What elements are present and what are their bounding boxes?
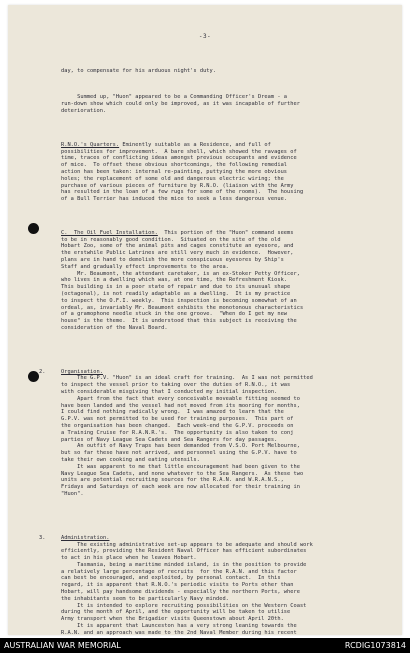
page-number: -3- <box>198 33 212 40</box>
organisation-text: The G.P.V. "Huon" is an ideal craft for training. As I was not permitted to inspect the vessel prior to taking over the duties of R.N.O., it was with considerable misgiving that I conducted my initial inspection. Apart from the fact that every conceivable moveable fitting seemed to have been landed and the vessel had not moved from its mooring for months, I could find nothing radically wrong. I was amazed to learn that the G.P.V. was not permitted to be used for training purposes. This part of the organisation has been changed. Each week-end the G.P.V. proceeds on a Training Cruise for R.A.N.R.'s. The opportunity is also taken to conj parties of Navy League Sea Cadets and Sea Rangers for day passages. An outfit of Navy Traps has been demanded from V.S.O. Port Melbourne, but so far these have not arrived, and personnel using the G.P.V. have to take their own cooking and eating utensils. It was apparent to me that little encouragement had been given to the Navy League Sea Cadets, and none whatever to the Sea Rangers. As these two units are potential recruiting sources for the R.A.N. and W.R.A.N.S., Fridays and Saturdays of each week are now allocated for their training in "Huon". <box>61 375 313 498</box>
paragraph: day, to compensate for his arduous night's duty. <box>61 67 216 74</box>
section-number: 2. <box>39 368 46 375</box>
administration-section <box>39 534 386 635</box>
paragraph: Summed up, "Huon" appeared to be a Commanding Officer's Dream - a run-down show which could only be improved, as it was incapable of further deterioration. <box>61 94 300 115</box>
section-number: 3. <box>39 534 46 541</box>
archive-footer <box>0 638 410 653</box>
organisation-section <box>39 368 386 498</box>
footer-institution: AUSTRALIAN WAR MEMORIAL <box>4 641 121 650</box>
administration-text: The existing administrative set-up appears to be adequate and should work efficiently, providing the Resident Naval Officer has efficient subordinates to act in his place when he leaves Hobart. Tasmania, being a maritime minded island, is in the position to provide a relatively large percentage of recruits for the R.A.N. and this factor can best be encouraged, and exploited, by personal contact. In this regard, it is apparent that R.N.O.'s periodic visits to Ports other than Hobart, will pay handsome dividends - especially the northern Ports, where the inhabitants seem to be particularly Navy minded. It is intended to explore recruiting possibilities on the Western Coast during the month of April, and the opportunity will be taken to utilise Army transport when the Brigadier visits Queenstown about April 20th. It is apparent that Launceston has a very strong leaning towards the R.A.N. and an approach was made to the 2nd Naval Member during his recent <box>61 541 313 635</box>
oil-fuel-text: This portion of the "Huon" command seems to be in reasonably good condition. Situated on the site of the old Hobart Zoo, some of the animal pits and cages constitute an eyesore, and the erstwhile Public Latrines are still very much in evidence. However, plans are in hand to demolish the more conspicuous eyesores by Ship's Staff and gradually effect improvements to the area. Mr. Beaumont, the attendant caretaker, is an ex-Stoker Petty Officer, who lives in a dwelling which was, at one time, the Refreshment Kiosk. This building is in a poor state of repair and due to its unusual shape (octagonal), is not readily adaptable as a dwelling. It is my practice to inspect the O.F.I. weekly. This inspection is becoming somewhat of an ordeal, as, invariably Mr. Beaumont exhibits the monotonous characteristics of a gramophone needle stuck in the one groove. "When do I get my new house" is the theme. It is understood that this subject is receiving the consideration of the Naval Board. <box>61 229 304 331</box>
rno-quarters-heading: R.N.O.'s Quarters. <box>61 141 120 148</box>
document-body <box>39 54 386 635</box>
document-page <box>8 5 402 635</box>
punch-hole <box>28 223 39 234</box>
administration-heading: Administration. <box>61 534 110 541</box>
rno-quarters-section <box>61 142 386 203</box>
rno-quarters-text: Eminently suitable as a Residence, and full of possibilities for improvement. A bare shell, which showed the ravages of time, traces of conflicting ideas amongst previous occupants and evidence of mice. To offset these obvious shortcomings, the following remedial action has been taken: internal re-painting, puttying the more obvious holes; the replacement of some old and dangerous electric wiring; the purchase of various pieces of furniture by R.N.O. (liaison with the Army has resulted in the loan of a few rugs for some of the rooms). The housing of a Bull Terrier has induced the mice to seek a less dangerous venue. <box>61 141 304 203</box>
oil-fuel-heading: C. The Oil Fuel Installation. <box>61 229 158 236</box>
oil-fuel-section <box>61 230 386 332</box>
footer-record-id: RCDIG1073814 <box>344 641 406 650</box>
punch-hole <box>28 371 39 382</box>
organisation-heading: Organisation. <box>61 368 103 375</box>
